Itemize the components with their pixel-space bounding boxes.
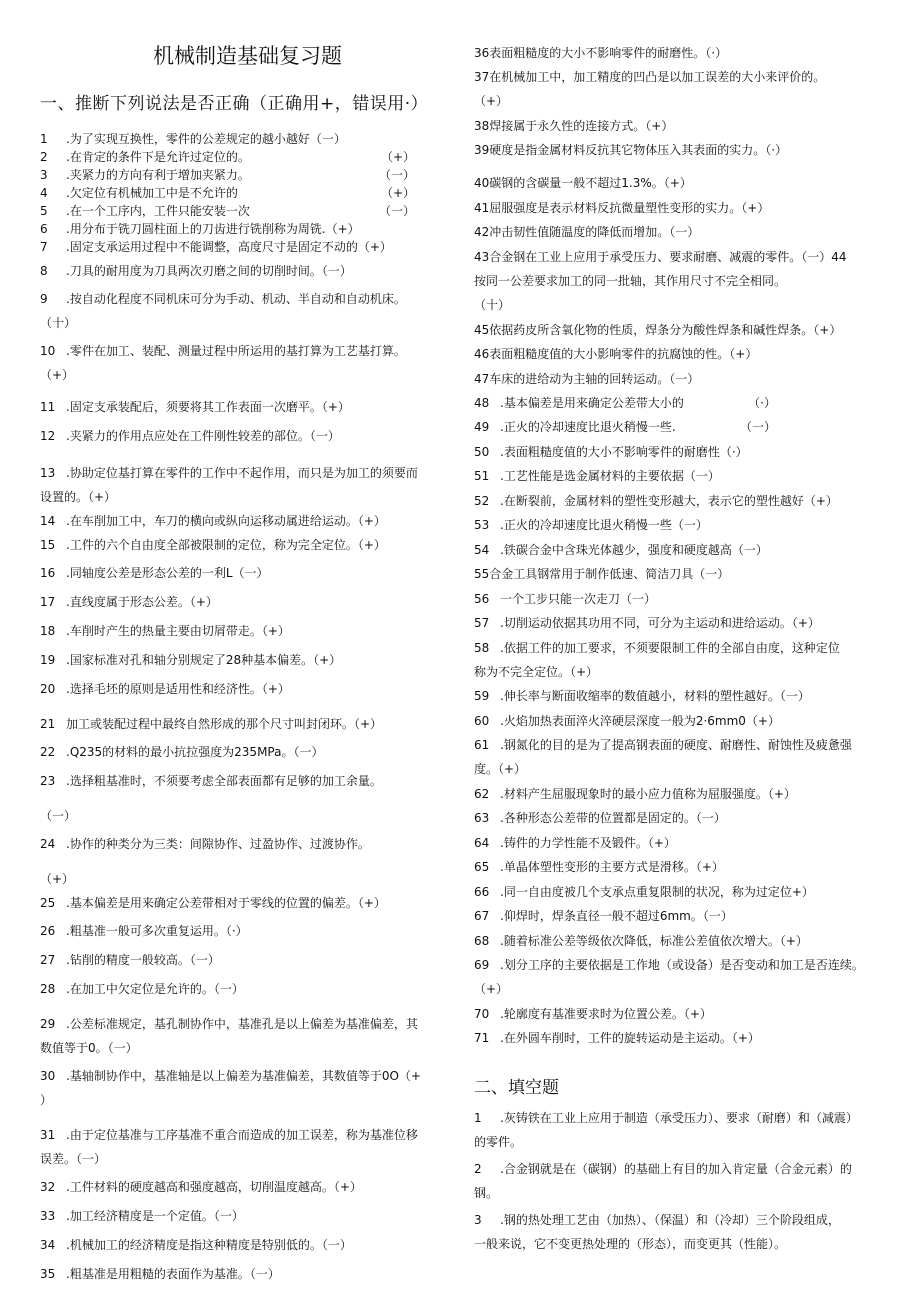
- item-number: 7: [40, 240, 48, 254]
- item-text: .欠定位有机械加工中是不允许的: [66, 186, 238, 200]
- list-item: [40, 166, 455, 184]
- item-number: 65: [474, 860, 490, 874]
- list-item: [474, 639, 896, 663]
- item-text: .钢的热处理工艺由（加热）、（保温）和（冷却）三个阶段组成，: [500, 1213, 840, 1227]
- item-text: .在车削加工中，车刀的横向或纵向运移动属进给运动。（+）: [66, 514, 386, 528]
- item-number: 6: [40, 222, 48, 236]
- item-text: .工件的六个自由度全部被限制的定位，称为完全定位。（+）: [66, 538, 386, 552]
- item-text: 41屈服强度是表示材料反抗微量塑性变形的实力。（+）: [474, 201, 770, 215]
- item-answer: （一）: [378, 168, 415, 182]
- list-item: [474, 785, 896, 809]
- list-item: [40, 1067, 455, 1091]
- item-text: 按同一公差要求加工的同一批轴，其作用尺寸不完全相同。: [474, 274, 787, 288]
- item-text: .粗基准一般可多次重复运用。（·）: [66, 924, 248, 938]
- item-number: 12: [40, 429, 56, 443]
- item-number: 5: [40, 204, 48, 218]
- item-text: 43合金钢在工业上应用于承受压力、要求耐磨、减震的零件。（一）44: [474, 250, 847, 264]
- list-item: [40, 951, 455, 980]
- list-item: [474, 248, 896, 272]
- list-item: [474, 345, 896, 370]
- item-text: 一般来说，它不变更热处理的（形态），而变更其（性能）。: [474, 1237, 787, 1251]
- item-number: 49: [474, 420, 490, 434]
- item-text: .同一自由度被几个支承点重复限制的状况，称为过定位+）: [500, 885, 814, 899]
- left-column: [40, 0, 455, 1289]
- item-answer: （·）: [748, 396, 776, 410]
- item-text: .在加工中欠定位是允许的。（一）: [66, 982, 244, 996]
- item-text: .协作的种类分为三类：间隙协作、过盈协作、过渡协作。: [66, 837, 370, 851]
- list-item: [474, 418, 896, 443]
- item-text: .轮廓度有基准要求时为位置公差。（+）: [500, 1007, 712, 1021]
- item-number: 52: [474, 494, 490, 508]
- item-number: 3: [40, 168, 48, 182]
- section-heading-fill-blank: 二、填空题: [474, 1078, 559, 1098]
- item-number: 16: [40, 566, 56, 580]
- list-item: [474, 980, 896, 1005]
- list-item: [40, 427, 455, 464]
- item-number: 29: [40, 1017, 56, 1031]
- item-answer: （一）: [378, 204, 415, 218]
- item-text: .伸长率与断面收缩率的数值越小，材料的塑性越好。（一）: [500, 689, 810, 703]
- list-item: [474, 1029, 896, 1053]
- item-number: 15: [40, 538, 56, 552]
- item-number: 8: [40, 264, 48, 278]
- list-item: [474, 932, 896, 956]
- item-text: .合金钢就是在（碳钢）的基础上有目的加入肯定量（合金元素）的: [500, 1162, 852, 1176]
- item-number: 51: [474, 469, 490, 483]
- list-item: [40, 130, 455, 148]
- item-text: .工件材料的硬度越高和强度越高，切削温度越高。（+）: [66, 1180, 362, 1194]
- list-item: [40, 366, 455, 398]
- list-item: [40, 1039, 455, 1067]
- item-number: 24: [40, 837, 56, 851]
- list-item: [40, 651, 455, 680]
- item-text: 47车床的进给动为主轴的回转运动。（一）: [474, 372, 700, 386]
- item-number: 68: [474, 934, 490, 948]
- item-text: .选择粗基准时，不须要考虑全部表面都有足够的加工余量。: [66, 774, 382, 788]
- document-title: 机械制造基础复习题: [153, 44, 342, 68]
- item-text: .正火的冷却速度比退火稍慢一些.: [500, 420, 676, 434]
- item-text: .在一个工序内，工件只能安装一次: [66, 204, 250, 218]
- list-item: [40, 512, 455, 536]
- list-item: [40, 1178, 455, 1207]
- item-number: 14: [40, 514, 56, 528]
- item-text: .基轴制协作中，基准轴是以上偏差为基准偏差，其数值等于0O（+: [66, 1069, 421, 1083]
- item-text: .钻削的精度一般较高。（一）: [66, 953, 220, 967]
- item-text: （一）: [40, 809, 77, 823]
- list-item: [474, 614, 896, 639]
- item-text: .在外圆车削时，工件的旋转运动是主运动。（+）: [500, 1031, 760, 1045]
- item-answer: （一）: [739, 420, 776, 434]
- list-item: [40, 1091, 455, 1126]
- list-item: [40, 564, 455, 593]
- item-number: 56: [474, 592, 490, 606]
- item-text: .机械加工的经济精度是指这种精度是特别低的。（一）: [66, 1238, 352, 1252]
- item-text: 误差。（一）: [40, 1152, 107, 1166]
- list-item: [40, 184, 455, 202]
- item-text: 45依据药皮所含氧化物的性质，焊条分为酸性焊条和碱性焊条。（+）: [474, 323, 842, 337]
- item-text: .钢氮化的目的是为了提高钢表面的硬度、耐磨性、耐蚀性及疲惫强: [500, 738, 852, 752]
- item-number: 26: [40, 924, 56, 938]
- item-number: 20: [40, 682, 56, 696]
- list-item: [474, 516, 896, 541]
- item-text: ）: [40, 1093, 53, 1107]
- item-text: .同轴度公差是形态公差的一利L（一）: [66, 566, 269, 580]
- list-item: [40, 807, 455, 835]
- item-number: 1: [40, 132, 48, 146]
- item-text: 度。（+）: [474, 762, 527, 776]
- item-number: 13: [40, 466, 56, 480]
- list-item: [474, 44, 896, 68]
- list-item: [40, 220, 455, 238]
- item-number: 19: [40, 653, 56, 667]
- item-text: .用分布于铣刀圆柱面上的刀齿进行铣削称为周铣.（+）: [66, 222, 360, 236]
- item-text: .协助定位基打算在零件的工作中不起作用，而只是为加工的须要而: [66, 466, 418, 480]
- list-item: [40, 743, 455, 772]
- list-item: [474, 321, 896, 345]
- item-number: 31: [40, 1128, 56, 1142]
- list-item: [40, 894, 455, 922]
- list-item: [474, 1160, 896, 1184]
- item-number: 2: [474, 1162, 482, 1176]
- item-text: .夹紧力的方向有利于增加夹紧力。: [66, 168, 250, 182]
- item-text: 39硬度是指金属材料反抗其它物体压入其表面的实力。（·）: [474, 143, 788, 157]
- item-text: .由于定位基准与工序基准不重合而造成的加工误差，称为基准位移: [66, 1128, 418, 1142]
- list-item: [40, 1150, 455, 1178]
- list-item: [474, 1109, 896, 1133]
- item-text: （+）: [40, 368, 75, 382]
- list-item: [474, 956, 896, 980]
- item-text: .夹紧力的作用点应处在工件刚性较差的部位。（一）: [66, 429, 340, 443]
- item-text: .公差标准规定，基孔制协作中，基准孔是以上偏差为基准偏差，其: [66, 1017, 418, 1031]
- item-number: 2: [40, 150, 48, 164]
- list-item: [474, 117, 896, 141]
- item-number: 1: [474, 1111, 482, 1125]
- item-number: 35: [40, 1267, 56, 1281]
- list-item: [40, 680, 455, 715]
- list-item: [474, 492, 896, 516]
- item-number: 33: [40, 1209, 56, 1223]
- item-number: 61: [474, 738, 490, 752]
- item-number: 34: [40, 1238, 56, 1252]
- list-item: [474, 1235, 896, 1259]
- item-text: .固定支承运用过程中不能调整，高度尺寸是固定不动的（+）: [66, 240, 392, 254]
- list-item: [474, 467, 896, 492]
- right-column: [474, 0, 896, 1259]
- item-number: 66: [474, 885, 490, 899]
- item-text: .为了实现互换性，零件的公差规定的越小越好（一）: [66, 132, 346, 146]
- item-number: 50: [474, 445, 490, 459]
- item-text: 36表面粗糙度的大小不影响零件的耐磨性。（·）: [474, 46, 728, 60]
- list-item: [474, 1005, 896, 1029]
- list-item: [40, 622, 455, 651]
- list-item: [40, 835, 455, 870]
- list-item: [474, 541, 896, 565]
- fill-blank-list: [474, 1109, 896, 1259]
- item-text: 钢。: [474, 1186, 499, 1200]
- list-item: [474, 883, 896, 907]
- item-text: （十）: [40, 316, 77, 330]
- item-number: 4: [40, 186, 48, 200]
- item-text: .选择毛坯的原则是适用性和经济性。（+）: [66, 682, 290, 696]
- item-number: 21: [40, 717, 56, 731]
- list-item: [40, 464, 455, 488]
- item-number: 25: [40, 896, 56, 910]
- list-item: [474, 712, 896, 736]
- item-text: 55合金工具钢常用于制作低速、简洁刀具（一）: [474, 567, 730, 581]
- item-text: .国家标准对孔和轴分别规定了28种基本偏差。（+）: [66, 653, 342, 667]
- item-text: .材料产生屈服现象时的最小应力值称为屈服强度。（+）: [500, 787, 796, 801]
- item-text: .固定支承装配后，须要将其工作表面一次磨平。（+）: [66, 400, 350, 414]
- list-item: [474, 68, 896, 92]
- list-item: [40, 536, 455, 564]
- list-item: [474, 199, 896, 223]
- list-item: [474, 858, 896, 883]
- list-item: [474, 687, 896, 712]
- list-item: [40, 398, 455, 427]
- item-text: .各种形态公差带的位置都是固定的。（一）: [500, 811, 726, 825]
- list-item: [474, 736, 896, 760]
- item-text: .铁碳合金中含珠光体越少，强度和硬度越高（一）: [500, 543, 768, 557]
- item-number: 62: [474, 787, 490, 801]
- item-number: 64: [474, 836, 490, 850]
- list-item: [474, 834, 896, 858]
- item-number: 9: [40, 292, 48, 306]
- list-item: [40, 1265, 455, 1289]
- item-text: .刀具的耐用度为刀具两次刃磨之间的切削时间。（一）: [66, 264, 352, 278]
- item-text: .随着标准公差等级依次降低，标准公差值依次增大。（+）: [500, 934, 808, 948]
- item-number: 27: [40, 953, 56, 967]
- item-number: 69: [474, 958, 490, 972]
- item-text: .在肯定的条件下是允许过定位的。: [66, 150, 250, 164]
- list-item: [40, 1015, 455, 1039]
- list-item: [474, 1211, 896, 1235]
- list-item: [474, 590, 896, 614]
- item-answer: （+）: [380, 186, 415, 200]
- list-item: [474, 141, 896, 174]
- item-number: 18: [40, 624, 56, 638]
- list-item: [474, 174, 896, 199]
- item-text: .工艺性能是选金属材料的主要依据（一）: [500, 469, 720, 483]
- item-text: 设置的。（+）: [40, 490, 117, 504]
- item-text: .划分工序的主要依据是工作地（或设备）是否变动和加工是否连续。: [500, 958, 864, 972]
- item-text: .加工经济精度是一个定值。（一）: [66, 1209, 244, 1223]
- item-text: （+）: [474, 94, 509, 108]
- item-answer: （+）: [380, 150, 415, 164]
- item-number: 11: [40, 400, 56, 414]
- item-text: .表面粗糙度值的大小不影响零件的耐磨性（·）: [500, 445, 748, 459]
- item-text: 数值等于0。（一）: [40, 1041, 138, 1055]
- list-item: [474, 1184, 896, 1211]
- item-text: .零件在加工、装配、测量过程中所运用的基打算为工艺基打算。: [66, 344, 406, 358]
- item-text: .按自动化程度不同机床可分为手动、机动、半自动和自动机床。: [66, 292, 406, 306]
- item-text: 38焊接属于永久性的连接方式。（+）: [474, 119, 674, 133]
- list-item: [40, 148, 455, 166]
- list-item: [474, 394, 896, 418]
- list-item: [474, 223, 896, 248]
- item-text: .依据工件的加工要求，不须要限制工件的全部自由度，这种定位: [500, 641, 840, 655]
- item-number: 48: [474, 396, 490, 410]
- list-item: [40, 715, 455, 743]
- item-text: 加工或装配过程中最终自然形成的那个尺寸叫封闭环。（+）: [66, 717, 383, 731]
- item-text: 称为不完全定位。（+）: [474, 665, 599, 679]
- list-item: [474, 663, 896, 687]
- item-number: 60: [474, 714, 490, 728]
- item-text: .火焰加热表面淬火淬硬层深度一般为2·6mm0（+）: [500, 714, 780, 728]
- item-text: 的零件。: [474, 1135, 523, 1149]
- item-number: 53: [474, 518, 490, 532]
- item-text: .直线度属于形态公差。（+）: [66, 595, 218, 609]
- list-item: [474, 92, 896, 117]
- item-number: 67: [474, 909, 490, 923]
- judgement-list-right: [474, 44, 896, 1053]
- item-text: .粗基准是用粗糙的表面作为基准。（一）: [66, 1267, 280, 1281]
- item-number: 10: [40, 344, 56, 358]
- list-item: [40, 314, 455, 342]
- list-item: [40, 238, 455, 262]
- list-item: [474, 1133, 896, 1160]
- list-item: [40, 1236, 455, 1265]
- list-item: [474, 370, 896, 394]
- item-number: 70: [474, 1007, 490, 1021]
- item-text: .灰铸铁在工业上应用于制造（承受压力）、要求（耐磨）和（减震）: [500, 1111, 858, 1125]
- item-text: （+）: [474, 982, 509, 996]
- item-text: .Q235的材料的最小抗拉强度为235MPa。（一）: [66, 745, 324, 759]
- item-number: 23: [40, 774, 56, 788]
- item-text: .正火的冷却速度比退火稍慢一些（一）: [500, 518, 708, 532]
- item-text: .基本偏差是用来确定公差带大小的: [500, 396, 684, 410]
- list-item: [40, 870, 455, 894]
- item-text: .单晶体塑性变形的主要方式是滑移。（+）: [500, 860, 724, 874]
- item-text: .在断裂前，金属材料的塑性变形越大，表示它的塑性越好（+）: [500, 494, 838, 508]
- list-item: [474, 809, 896, 834]
- list-item: [40, 1207, 455, 1236]
- item-text: .基本偏差是用来确定公差带相对于零线的位置的偏差。（+）: [66, 896, 386, 910]
- list-item: [40, 772, 455, 807]
- judgement-list-left: [40, 130, 455, 1289]
- item-text: .切削运动依据其功用不同，可分为主运动和进给运动。（+）: [500, 616, 820, 630]
- list-item: [40, 202, 455, 220]
- list-item: [474, 443, 896, 467]
- item-number: 58: [474, 641, 490, 655]
- section-heading-judgement: 一、推断下列说法是否正确（正确用+，错误用·）: [40, 94, 429, 114]
- item-text: 46表面粗糙度值的大小影响零件的抗腐蚀的性。（+）: [474, 347, 758, 361]
- item-number: 22: [40, 745, 56, 759]
- item-text: .铸件的力学性能不及锻件。（+）: [500, 836, 676, 850]
- item-number: 63: [474, 811, 490, 825]
- item-text: （十）: [474, 298, 511, 312]
- item-text: 一个工步只能一次走刀（一）: [500, 592, 657, 606]
- item-number: 59: [474, 689, 490, 703]
- list-item: [474, 907, 896, 932]
- item-text: .车削时产生的热量主要由切屑带走。（+）: [66, 624, 290, 638]
- list-item: [474, 296, 896, 321]
- item-number: 54: [474, 543, 490, 557]
- list-item: [40, 290, 455, 314]
- list-item: [474, 272, 896, 296]
- item-number: 32: [40, 1180, 56, 1194]
- list-item: [40, 488, 455, 512]
- list-item: [474, 565, 896, 590]
- item-text: 42冲击韧性值随温度的降低而增加。（一）: [474, 225, 700, 239]
- item-text: .仰焊时，焊条直径一般不超过6mm。（一）: [500, 909, 733, 923]
- list-item: [40, 593, 455, 622]
- item-text: （+）: [40, 872, 75, 886]
- list-item: [40, 980, 455, 1015]
- list-item: [40, 262, 455, 290]
- list-item: [40, 1126, 455, 1150]
- item-number: 3: [474, 1213, 482, 1227]
- list-item: [40, 922, 455, 951]
- list-item: [40, 342, 455, 366]
- item-number: 71: [474, 1031, 490, 1045]
- item-text: 40碳钢的含碳量一般不超过1.3%。（+）: [474, 176, 692, 190]
- item-number: 28: [40, 982, 56, 996]
- item-text: 37在机械加工中，加工精度的凹凸是以加工误差的大小来评价的。: [474, 70, 826, 84]
- list-item: [474, 760, 896, 785]
- item-number: 17: [40, 595, 56, 609]
- item-number: 30: [40, 1069, 56, 1083]
- item-number: 57: [474, 616, 490, 630]
